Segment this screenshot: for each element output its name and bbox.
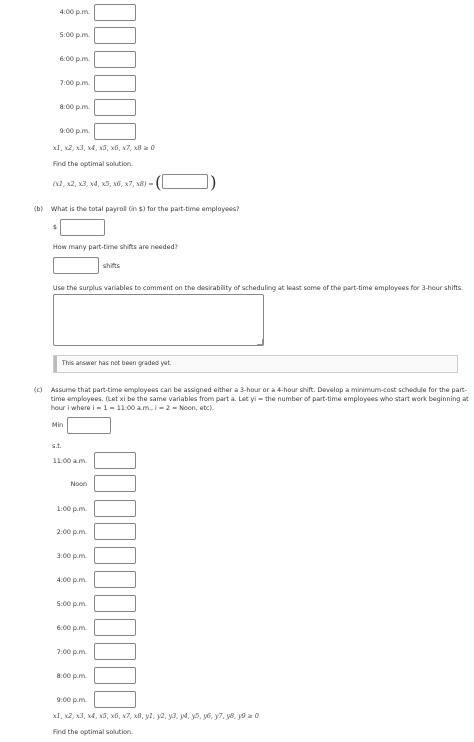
constraint-label: 4:00 p.m. (59, 9, 90, 16)
currency-symbol: $ (53, 224, 58, 231)
constraint-input-1pm[interactable] (94, 500, 136, 517)
payroll-input[interactable] (60, 219, 105, 236)
constraint-label: 8:00 p.m. (59, 104, 90, 111)
constraint-input-6pm[interactable] (94, 619, 136, 636)
part-c-question-line3: hour i where i = 1 = 11:00 a.m., i = 2 = Noon, etc). (51, 405, 214, 412)
constraint-input-11am[interactable] (94, 452, 136, 469)
not-graded-banner (53, 355, 458, 373)
shifts-unit: shifts (103, 263, 120, 270)
constraint-input-9pm[interactable] (94, 691, 136, 708)
constraint-input-2pm[interactable] (94, 523, 136, 540)
solution-vector-input[interactable] (162, 174, 208, 189)
constraint-input-4pm[interactable] (94, 4, 136, 21)
constraint-label: 1:00 p.m. (56, 506, 87, 513)
surplus-question: Use the surplus variables to comment on the desirability of scheduling at least some of the part-time employees for 3-hour shifts. (53, 285, 464, 292)
constraint-label: 7:00 p.m. (59, 80, 90, 87)
constraint-label: 9:00 p.m. (56, 697, 87, 704)
constraint-input-8pm[interactable] (94, 99, 136, 116)
constraint-input-6pm[interactable] (94, 51, 136, 68)
part-c-question-line1: Assume that part-time employees can be assigned either a 3-hour or a 4-hour shift. Develop a minimum-cost schedule for the part- (51, 387, 467, 394)
constraint-label: 8:00 p.m. (56, 673, 87, 680)
constraint-input-7pm[interactable] (94, 75, 136, 92)
constraint-input-5pm[interactable] (94, 27, 136, 44)
find-optimal-text-c: Find the optimal solution. (53, 729, 133, 736)
surplus-comment-textarea-wrap (53, 294, 264, 346)
constraint-label: 2:00 p.m. (56, 529, 87, 536)
part-c-question-line2: time employees. (Let xi be the same variables from part a. Let yi = the number of part-time employees who start work beginning at (51, 396, 469, 403)
close-paren-icon: ) (210, 173, 217, 193)
constraint-label: 9:00 p.m. (59, 128, 90, 135)
find-optimal-text: Find the optimal solution. (53, 161, 133, 168)
min-label: Min (52, 422, 64, 429)
banner-accent (54, 356, 57, 372)
constraint-label: 5:00 p.m. (59, 32, 90, 39)
resize-grip-icon[interactable] (257, 339, 263, 345)
constraint-input-5pm[interactable] (94, 595, 136, 612)
constraint-label: Noon (70, 481, 87, 488)
solution-vector-label: (x1, x2, x3, x4, x5, x6, x7, x8) = (53, 181, 154, 188)
constraint-input-7pm[interactable] (94, 643, 136, 660)
constraint-label: 6:00 p.m. (56, 625, 87, 632)
surplus-comment-textarea[interactable] (53, 294, 264, 346)
part-c-label: (c) (34, 387, 43, 394)
constraint-label: 11:00 a.m. (52, 458, 87, 465)
constraint-input-4pm[interactable] (94, 571, 136, 588)
constraint-input-9pm[interactable] (94, 123, 136, 140)
constraint-label: 3:00 p.m. (56, 553, 87, 560)
shifts-question: How many part-time shifts are needed? (53, 244, 178, 251)
objective-input[interactable] (67, 417, 111, 434)
constraint-label: 5:00 p.m. (56, 601, 87, 608)
constraint-label: 6:00 p.m. (59, 56, 90, 63)
constraint-input-8pm[interactable] (94, 667, 136, 684)
open-paren-icon: ( (155, 173, 162, 193)
constraint-label: 4:00 p.m. (56, 577, 87, 584)
constraint-input-noon[interactable] (94, 475, 136, 492)
nonnegativity-constraint: x1, x2, x3, x4, x5, x6, x7, x8 ≥ 0 (53, 145, 155, 152)
nonnegativity-constraint-c: x1, x2, x3, x4, x5, x6, x7, x8, y1, y2, y3, y4, y5, y6, y7, y8, y9 ≥ 0 (53, 713, 259, 720)
st-label: s.t. (52, 443, 62, 450)
shifts-input[interactable] (53, 257, 99, 274)
constraint-label: 7:00 p.m. (56, 649, 87, 656)
not-graded-text: This answer has not been graded yet. (62, 361, 172, 367)
constraint-input-3pm[interactable] (94, 547, 136, 564)
part-b-question: What is the total payroll (in $) for the part-time employees? (51, 206, 240, 213)
part-b-label: (b) (34, 206, 43, 213)
